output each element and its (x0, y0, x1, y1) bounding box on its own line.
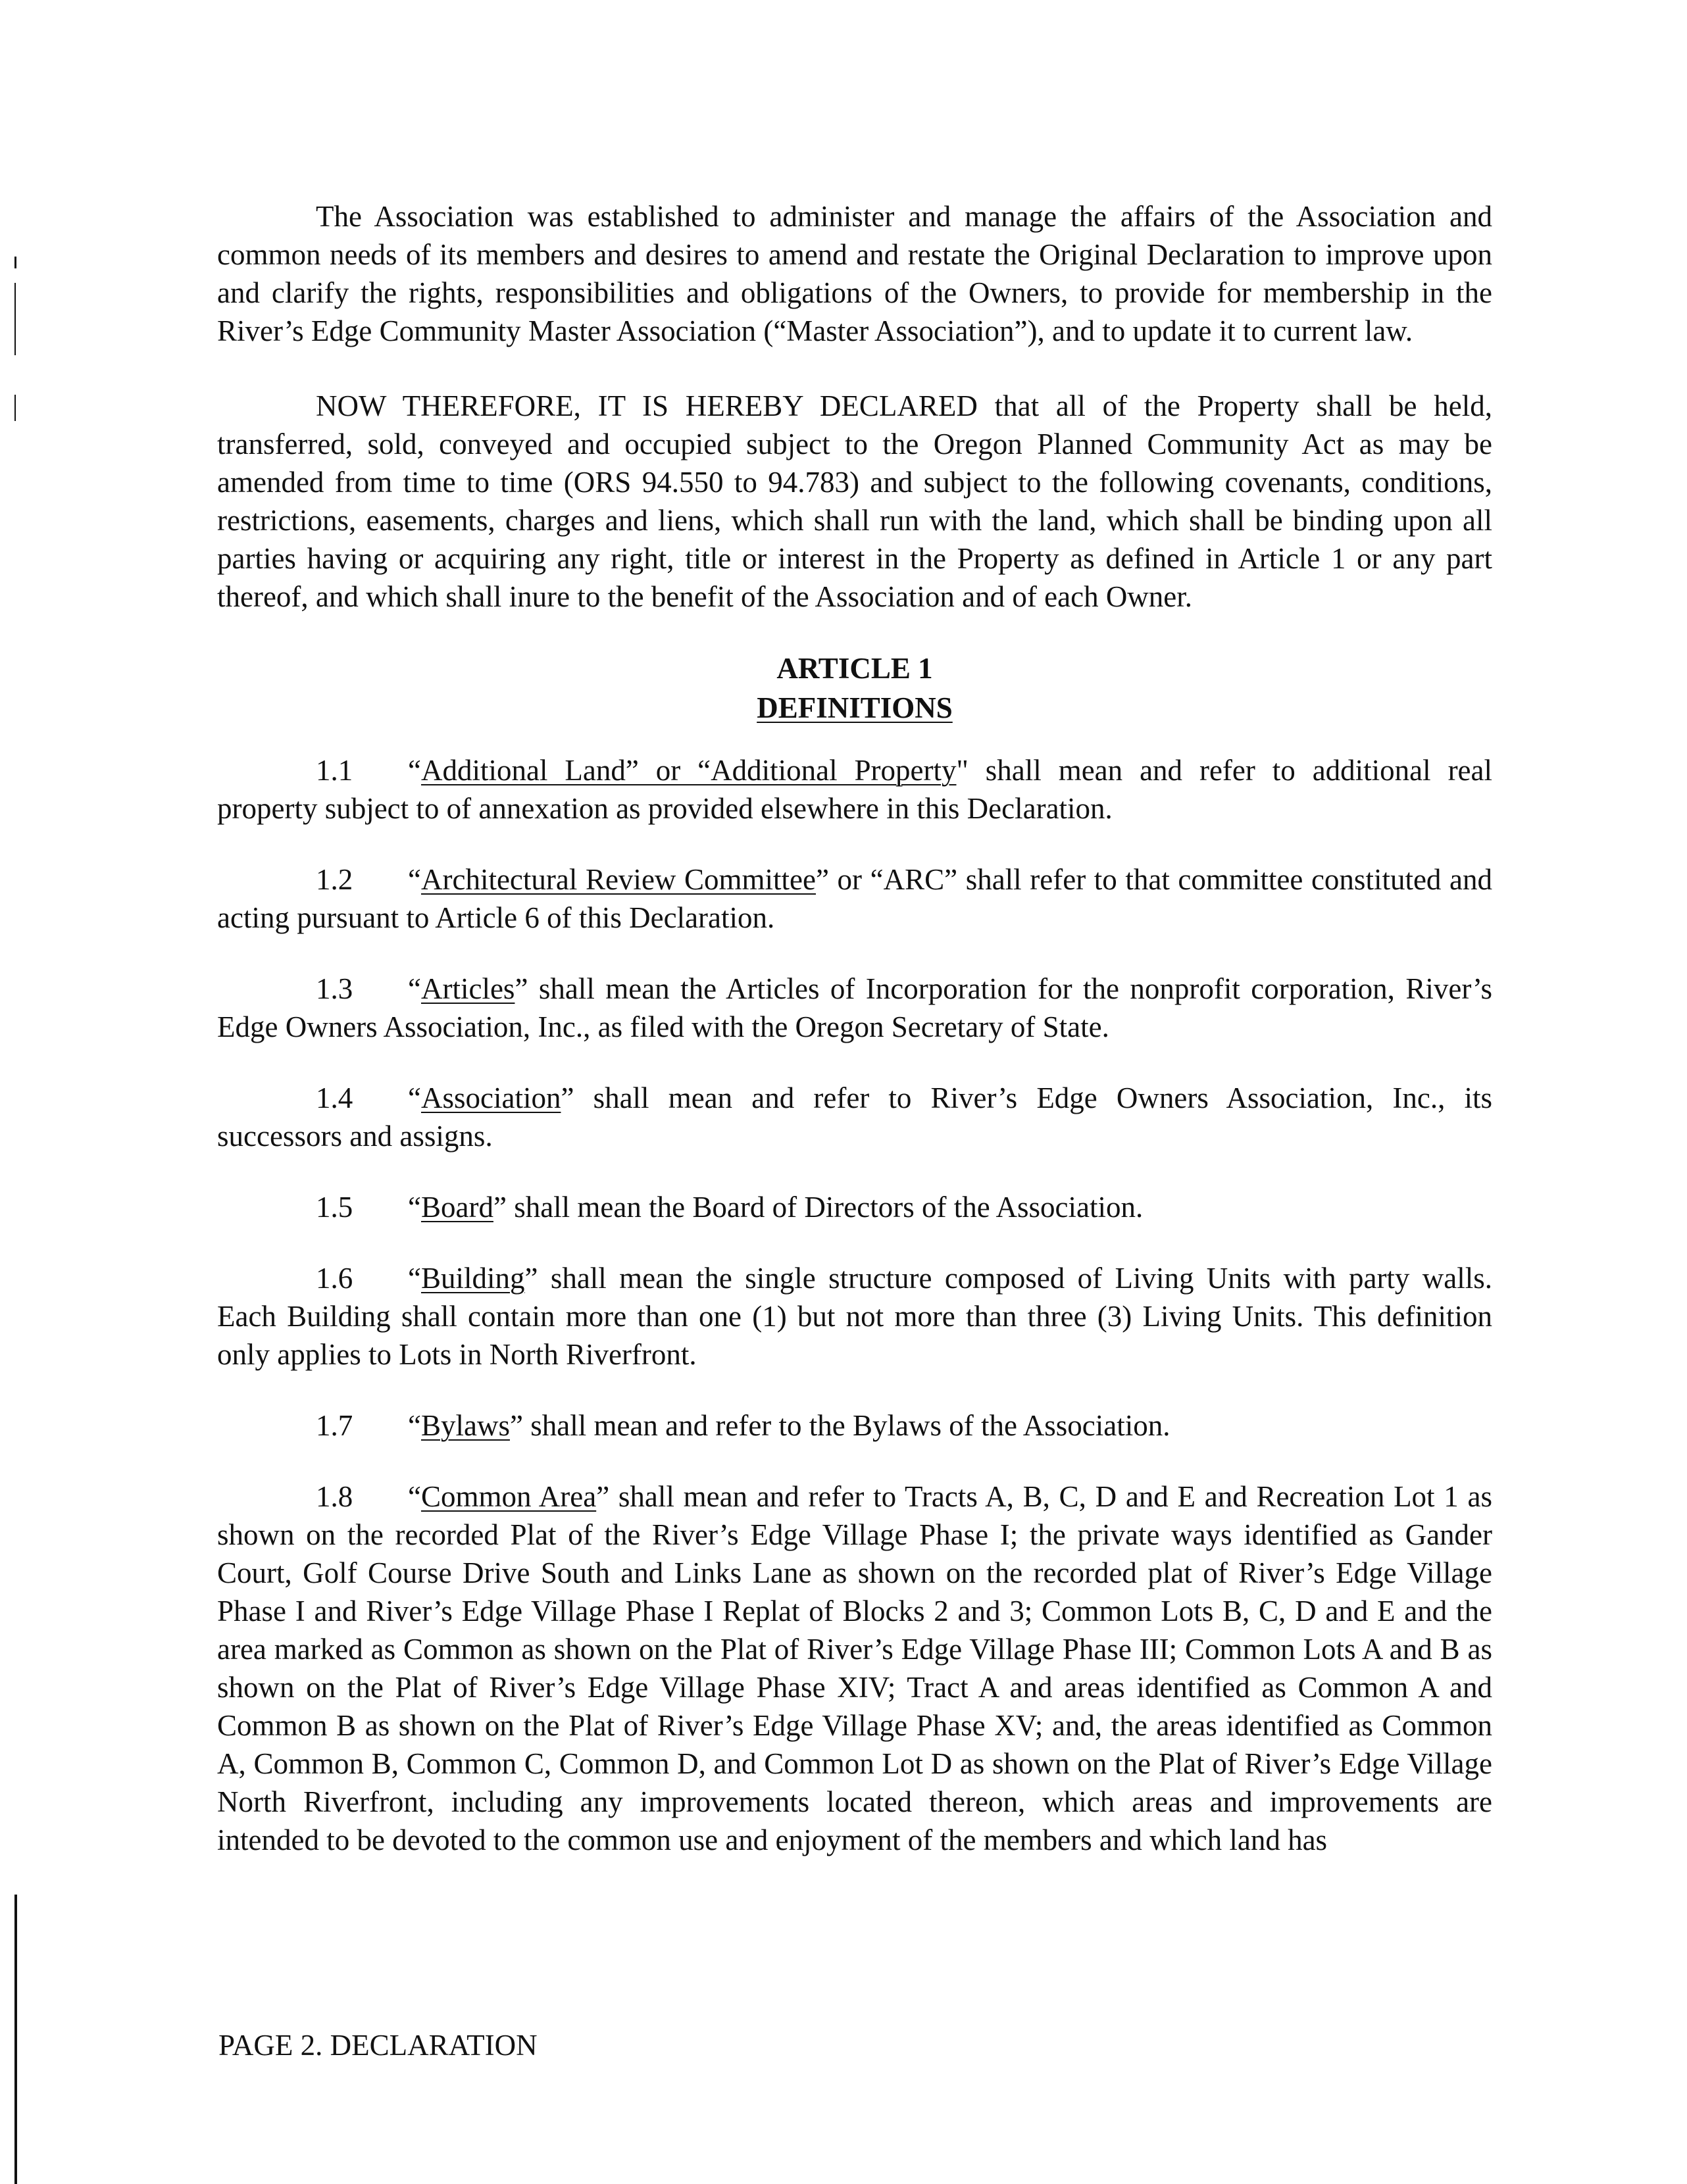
page-footer: PAGE 2. DECLARATION (218, 2029, 538, 2062)
defined-term: Additional Land” or “Additional Property (420, 754, 957, 787)
article-heading (217, 649, 1492, 728)
intro-paragraph-1: The Association was established to administer and manage the affairs of the Association and common needs of its members and desires to amend and restate the Original Declaration to improve upon and clarify the rights, responsibilities and obligations of the Owners, to provide for membership in the River’s Edge Community Master Association (“Master Association”), and to update it to current law. (217, 200, 1492, 347)
defined-term: Common Area (420, 1480, 597, 1513)
defined-term: Association (420, 1081, 561, 1114)
definition-1-6: 1.6 “Building” shall mean the single structure composed of Living Units with party walls. Each Building shall contain more than one (1) but not more than three (3) Living Units. This definition only applies to Lots in North Riverfront. (217, 1262, 1492, 1371)
margin-binding-line (14, 1895, 17, 2184)
defined-term: Board (420, 1191, 493, 1224)
margin-mark-top (14, 257, 16, 268)
definition-1-1: 1.1 “Additional Land” or “Additional Property" shall mean and refer to additional real property subject to of annexation as provided elsewhere in this Declaration. (217, 754, 1493, 825)
intro-paragraph-2: NOW THEREFORE, IT IS HEREBY DECLARED that all of the Property shall be held, transferred, sold, conveyed and occupied subject to the Oregon Planned Community Act as may be amended from time to time (ORS 94.550 to 94.783) and subject to the following covenants, conditions, restrictions, easements, charges and liens, which shall run with the land, which shall be binding upon all parties having or acquiring any right, title or interest in the Property as defined in Article 1 or any part thereof, and which shall inure to the benefit of the Association and of each Owner. (217, 389, 1492, 613)
document-body (217, 197, 1492, 1892)
article-title: ARTICLE 1 (776, 652, 933, 685)
definition-1-7: 1.7 “Bylaws” shall mean and refer to the Bylaws of the Association. (316, 1409, 1171, 1442)
margin-mark-mid (14, 395, 16, 421)
definition-1-2: 1.2 “Architectural Review Committee” or “ARC” shall refer to that committee constituted and acting pursuant to Article 6 of this Declaration. (217, 863, 1492, 934)
definition-1-5: 1.5 “Board” shall mean the Board of Directors of the Association. (316, 1191, 1144, 1224)
defined-term: Building (420, 1262, 525, 1295)
article-subtitle: DEFINITIONS (757, 691, 953, 724)
defined-term: Architectural Review Committee (420, 863, 816, 896)
definition-1-4: 1.4 “Association” shall mean and refer to River’s Edge Owners Association, Inc., its successors and assigns. (217, 1081, 1492, 1153)
definition-1-3: 1.3 “Articles” shall mean the Articles of Incorporation for the nonprofit corporation, River’s Edge Owners Association, Inc., as filed with the Oregon Secretary of State. (217, 972, 1492, 1043)
defined-term: Bylaws (420, 1409, 510, 1442)
margin-mark-upper (14, 283, 16, 355)
defined-term: Articles (420, 972, 515, 1005)
definition-1-8: 1.8 “Common Area” shall mean and refer to Tracts A, B, C, D and E and Recreation Lot 1 as shown on the recorded Plat of the River’s Edge Village Phase I; the private ways identified as Gander Court, Golf Course Drive South and Links Lane as shown on the recorded plat of River’s Edge Village Phase I and River’s Edge Village Phase I Replat of Blocks 2 and 3; Common Lots B, C, D and E and the area marked as Common as shown on the Plat of River’s Edge Village Phase III; Common Lots A and B as shown on the Plat of River’s Edge Village Phase XIV; Tract A and areas identified as Common A and Common B as shown on the Plat of River’s Edge Village Phase XV; and, the areas identified as Common A, Common B, Common C, Common D, and Common Lot D as shown on the Plat of River’s Edge Village North Riverfront, including any improvements located thereon, which areas and improvements are intended to be devoted to the common use and enjoyment of the members and which land has (217, 1480, 1492, 1856)
